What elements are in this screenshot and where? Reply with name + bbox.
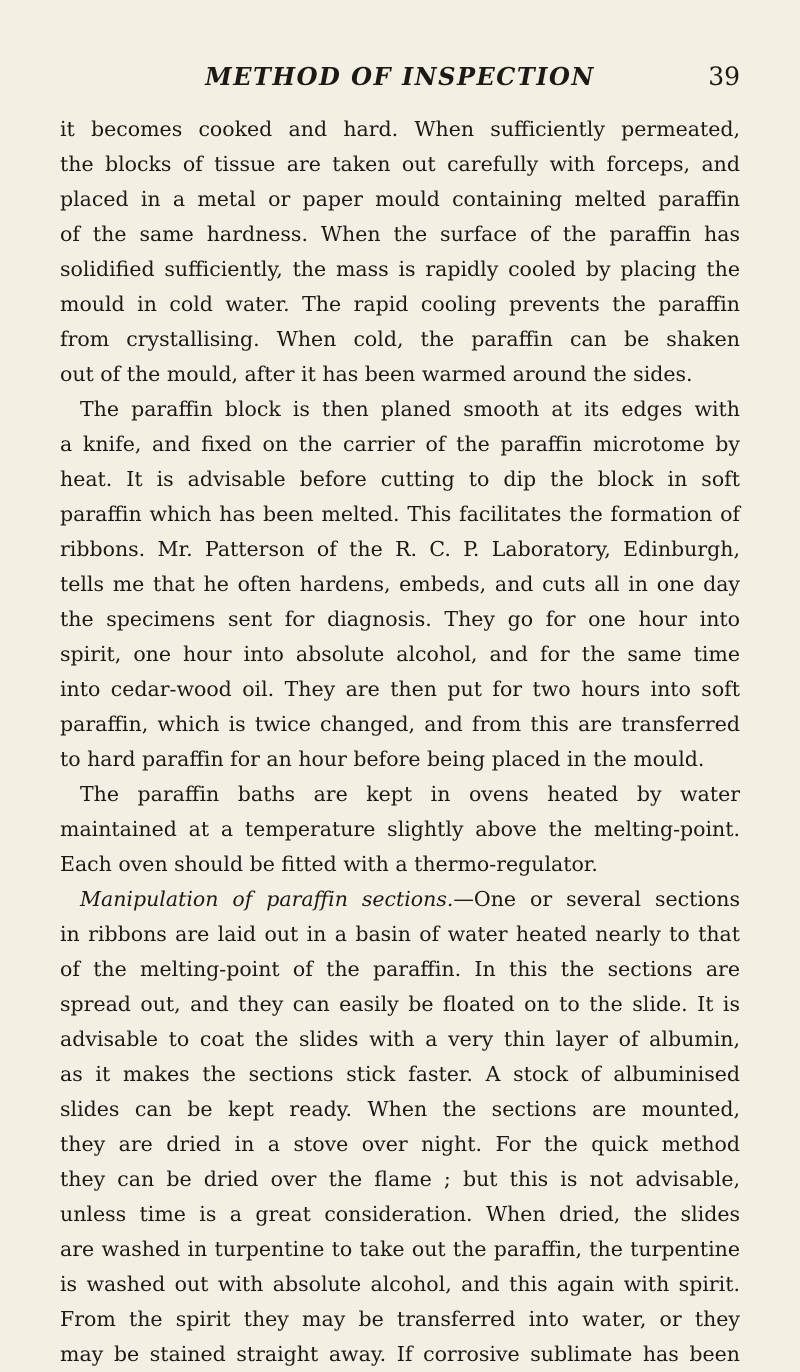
text-line: of the melting-point of the paraffin. In this the sections are [60, 957, 740, 981]
text-line: advisable to coat the slides with a very thin layer of albumin, [60, 1027, 740, 1051]
text-line: tells me that he often hardens, embeds, and cuts all in one day [60, 572, 740, 596]
text-line: the blocks of tissue are taken out carefully with forceps, and [60, 152, 740, 176]
text-line: they are dried in a stove over night. For the quick method [60, 1132, 740, 1156]
text-line: into cedar-wood oil. They are then put for two hours into soft [60, 677, 740, 701]
text-line: paraffin which has been melted. This facilitates the formation of [60, 502, 740, 526]
text-line: maintained at a temperature slightly above the melting-point. [60, 817, 740, 841]
text-line: to hard paraffin for an hour before being placed in the mould. [60, 747, 705, 771]
text-line: ribbons. Mr. Patterson of the R. C. P. Laboratory, Edinburgh, [60, 537, 740, 561]
text-line: slides can be kept ready. When the sections are mounted, [60, 1097, 740, 1121]
text-line: solidified sufficiently, the mass is rapidly cooled by placing the [60, 257, 740, 281]
text-line: out of the mould, after it has been warmed around the sides. [60, 362, 693, 386]
page-number: 39 [708, 62, 740, 91]
running-title: METHOD OF INSPECTION [205, 62, 595, 91]
text-line: of the same hardness. When the surface of the paraffin has [60, 222, 740, 246]
text-line: may be stained straight away. If corrosive sublimate has been [60, 1342, 740, 1366]
text-line: paraffin, which is twice changed, and from this are transferred [60, 712, 740, 736]
text-line: the specimens sent for diagnosis. They go for one hour into [60, 607, 740, 631]
text-line: mould in cold water. The rapid cooling prevents the paraffin [60, 292, 740, 316]
page-header [60, 60, 740, 100]
text-line: spirit, one hour into absolute alcohol, and for the same time [60, 642, 740, 666]
text-line: heat. It is advisable before cutting to dip the block in soft [60, 467, 740, 491]
text-line: in ribbons are laid out in a basin of water heated nearly to that [60, 922, 740, 946]
text-line: as it makes the sections stick faster. A stock of albuminised [60, 1062, 740, 1086]
text-line: is washed out with absolute alcohol, and this again with spirit. [60, 1272, 740, 1296]
text-line: are washed in turpentine to take out the paraffin, the turpentine [60, 1237, 740, 1261]
text-line: a knife, and fixed on the carrier of the paraffin microtome by [60, 432, 740, 456]
text-line: from crystallising. When cold, the paraffin can be shaken [60, 327, 740, 351]
text-line: placed in a metal or paper mould containing melted paraffin [60, 187, 740, 211]
section-heading-line [60, 882, 740, 917]
text-line: it becomes cooked and hard. When sufficiently permeated, [60, 117, 740, 141]
text-line: unless time is a great consideration. When dried, the slides [60, 1202, 740, 1226]
text-line: The paraffin baths are kept in ovens heated by water [80, 782, 740, 806]
text-line: they can be dried over the flame ; but this is not advisable, [60, 1167, 740, 1191]
text-line: Each oven should be fitted with a thermo-regulator. [60, 852, 598, 876]
text-line: spread out, and they can easily be floated on to the slide. It is [60, 992, 740, 1016]
section-heading-rest: —One or several sections [453, 887, 740, 911]
text-line: The paraffin block is then planed smooth at its edges with [80, 397, 740, 421]
text-line: From the spirit they may be transferred into water, or they [60, 1307, 740, 1331]
section-heading-title: Manipulation of paraffin sections. [80, 887, 454, 911]
body-text [60, 112, 740, 1372]
